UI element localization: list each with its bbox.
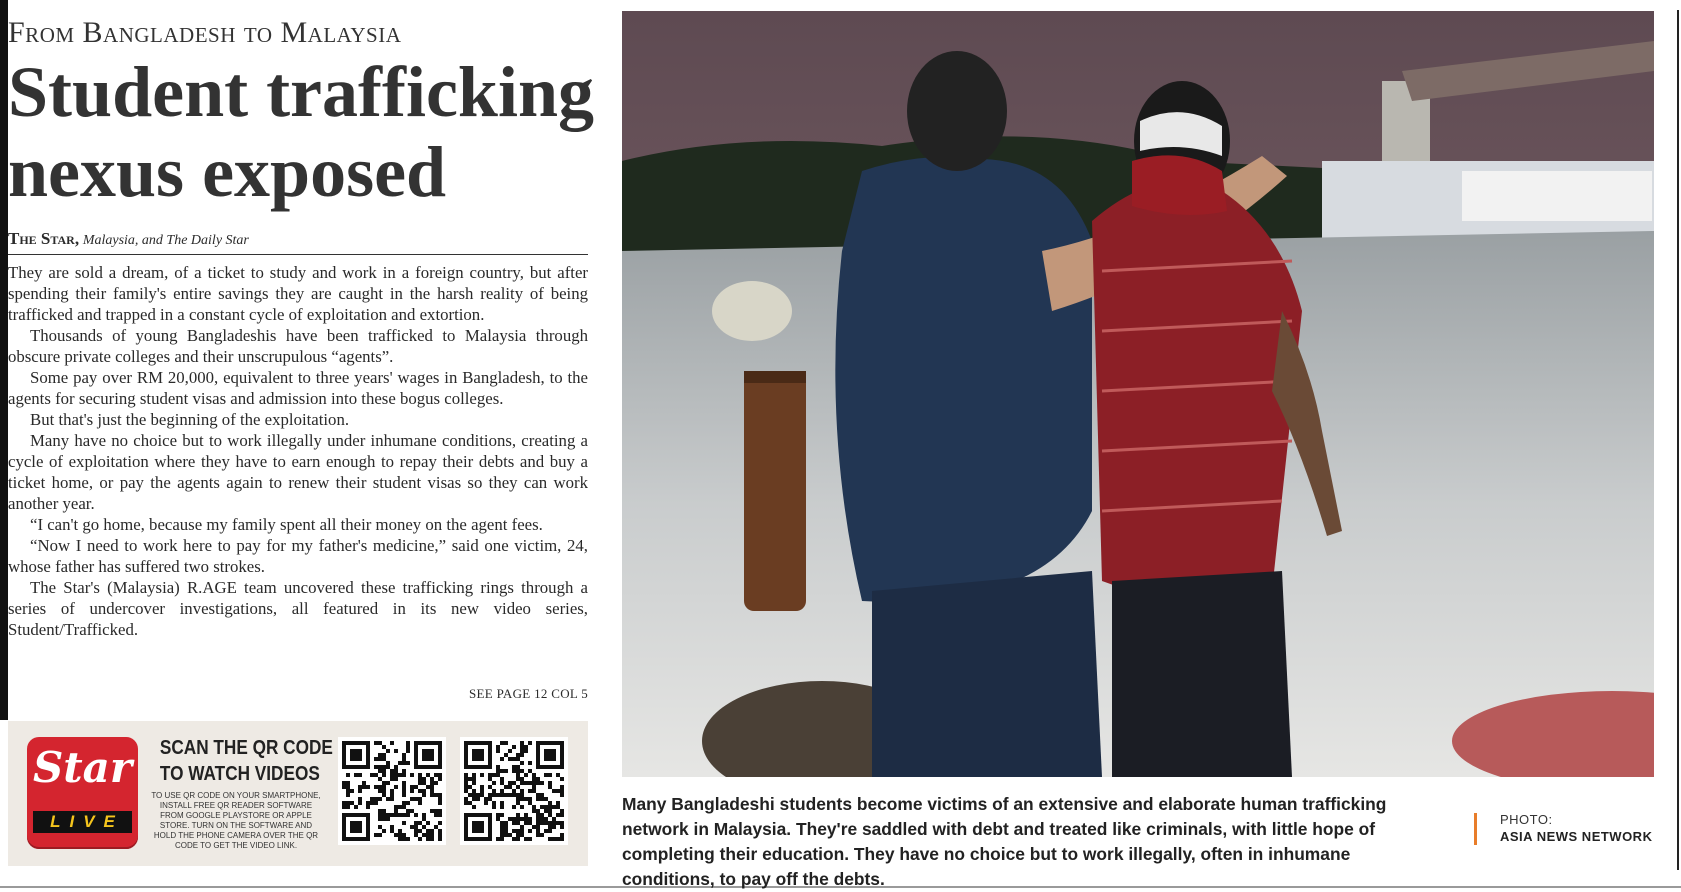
article-paragraph: Thousands of young Bangladeshis have been trafficked to Malaysia through obscure private colleges and their unscrupulous “agents”. xyxy=(8,326,588,366)
article-paragraph: The Star's (Malaysia) R.AGE team uncovered these trafficking rings through a series of undercover investigations, all featured in its new video series, Student/Trafficked. xyxy=(8,578,588,639)
qr-code-1[interactable] xyxy=(338,737,446,845)
qr-code-2[interactable] xyxy=(460,737,568,845)
column-rule xyxy=(1677,10,1679,870)
news-photo xyxy=(622,11,1654,777)
headline-line-1: Student trafficking xyxy=(8,52,595,132)
article-paragraph: But that's just the beginning of the exploitation. xyxy=(30,410,350,429)
photo-caption: Many Bangladeshi students become victims of an extensive and elaborate human trafficking network in Malaysia. They're saddled with debt and treated like criminals, with little hope of completing their education. They have no choice but to work illegally, often in inhumane conditions, to pay off the debts. xyxy=(622,794,1387,889)
byline-publication: The Star, xyxy=(8,229,80,248)
star-live-logo xyxy=(27,737,138,849)
byline-rule xyxy=(8,254,588,255)
headline xyxy=(8,52,608,212)
byline xyxy=(8,229,249,249)
kicker: From Bangladesh to Malaysia xyxy=(8,16,402,49)
headline-line-2: nexus exposed xyxy=(8,132,447,212)
left-edge-bar xyxy=(0,0,8,720)
article-paragraph: Many have no choice but to work illegally under inhumane conditions, creating a cycle of exploitation where they have to earn enough to repay their debts and buy a ticket home, or pay the agents again to renew their student visas so they can work another year. xyxy=(8,431,588,513)
see-page-jump: SEE PAGE 12 COL 5 xyxy=(469,686,588,701)
qr-promo-box xyxy=(8,721,588,866)
article-paragraph: They are sold a dream, of a ticket to study and work in a foreign country, but after spending their family's entire savings they are caught in the harsh reality of being trafficked and trapped in a constant cycle of exploitation and extortion. xyxy=(8,263,588,324)
qr-code-graphic xyxy=(460,737,568,845)
promo-title-line-1: SCAN THE QR CODE xyxy=(159,737,333,759)
promo-instructions: TO USE QR CODE ON YOUR SMARTPHONE, INSTALL FREE QR READER SOFTWARE FROM GOOGLE PLAYSTORE OR APPLE STORE. TURN ON THE SOFTWARE AND HOLD THE PHONE CAMERA OVER THE QR CODE TO GET THE VIDEO LINK. xyxy=(151,791,321,850)
credit-accent-bar xyxy=(1474,813,1477,845)
article-body xyxy=(8,262,588,640)
article-paragraph: Some pay over RM 20,000, equivalent to three years' wages in Bangladesh, to the agents for securing student visas and admission into these bogus colleges. xyxy=(8,368,588,408)
star-logo-live: LIVE xyxy=(33,811,132,833)
photo-two-men-walking xyxy=(622,11,1654,777)
photo-credit-name: ASIA NEWS NETWORK xyxy=(1500,829,1653,844)
article-paragraph: “Now I need to work here to pay for my father's medicine,” said one victim, 24, whose father has suffered two strokes. xyxy=(8,536,588,576)
article-paragraph: “I can't go home, because my family spent all their money on the agent fees. xyxy=(30,515,543,534)
star-logo-word: Star xyxy=(32,743,133,792)
promo-title xyxy=(159,735,333,787)
photo-credit-label: PHOTO: xyxy=(1500,812,1553,827)
byline-locations: Malaysia, and The Daily Star xyxy=(82,233,249,248)
qr-code-graphic xyxy=(338,737,446,845)
promo-title-line-2: TO WATCH VIDEOS xyxy=(159,763,320,785)
